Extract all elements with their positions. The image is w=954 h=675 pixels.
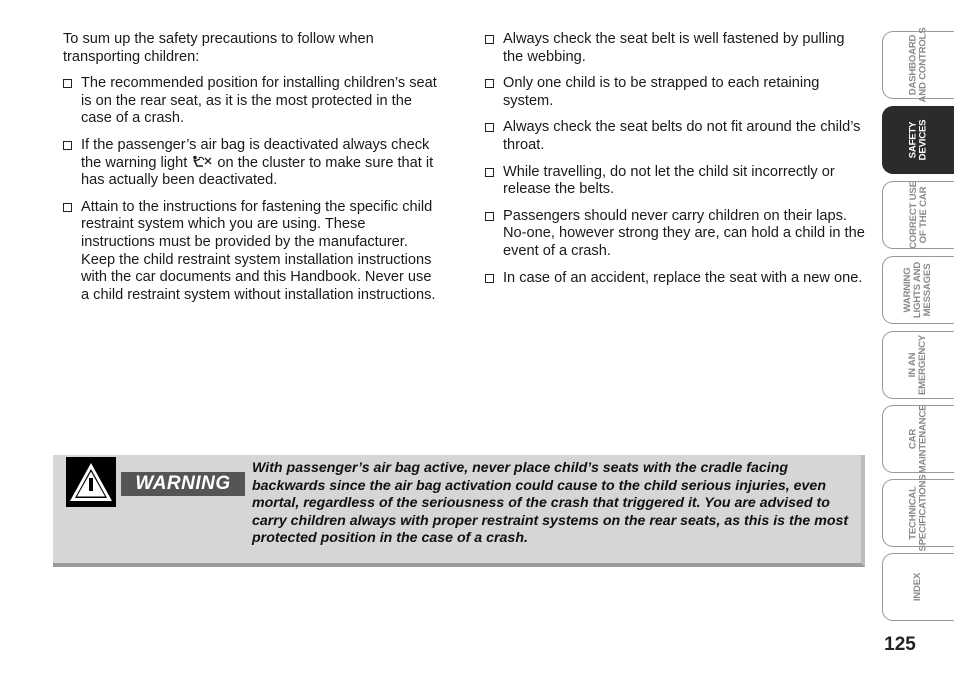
tab-in-an-emergency[interactable] [882,331,954,399]
list-item [485,75,865,110]
list-item [485,31,865,66]
tab-label: IN AN EMERGENCY [907,334,929,396]
list-item [485,208,865,261]
tab-label: INDEX [912,572,924,602]
tab-warning-lights-and-messages[interactable] [882,256,954,324]
tab-technical-specifications[interactable] [882,474,954,552]
bullet-text: If the passenger’s air bag is deactivated always check the warning light [81,136,430,171]
bullet-text: Always check the seat belts do not fit around the child’s throat. [503,119,861,153]
tab-label: TECHNICAL SPECIFICATIONS [907,474,929,552]
checkbox-bullet-icon [485,168,494,177]
checkbox-bullet-icon [485,35,494,44]
tab-correct-use-of-the-car[interactable] [882,181,954,249]
tab-car-maintenance[interactable] [882,405,954,473]
tab-dashboard-and-controls[interactable] [882,27,954,103]
checkbox-bullet-icon [63,79,72,88]
page-number: 125 [884,634,916,655]
checkbox-bullet-icon [485,79,494,88]
checkbox-bullet-icon [485,212,494,221]
tab-label: CORRECT USE OF THE CAR [907,181,929,249]
left-column [63,31,441,313]
tab-label: WARNING LIGHTS AND MESSAGES [902,261,934,319]
bullet-text: The recommended position for installing children’s seat is on the rear seat, as it is the most protected in the case of a crash. [81,75,437,127]
warning-triangle-icon [66,457,116,507]
airbag-off-warning-light-icon [191,155,213,169]
intro-text: To sum up the safety precautions to follow when transporting children: [63,31,374,65]
checkbox-bullet-icon [63,203,72,212]
bullet-text: In case of an accident, replace the seat with a new one. [503,269,863,286]
list-item [485,164,865,199]
checkbox-bullet-icon [485,123,494,132]
tab-index[interactable] [882,553,954,621]
list-item [63,137,441,190]
list-item [63,75,441,128]
bullet-text: While travelling, do not let the child sit incorrectly or release the belts. [503,163,835,198]
list-item [485,119,865,154]
tab-label: SAFETY DEVICES [907,119,929,161]
warning-box [53,455,865,567]
bullet-text: Always check the seat belt is well fastened by pulling the webbing. [503,31,845,65]
right-column [485,31,865,296]
list-item [485,270,865,288]
bullet-text: Passengers should never carry children on their laps. No-one, however strong they are, can hold a child in the event of a crash. [503,207,865,259]
tab-label: DASHBOARD AND CONTROLS [907,27,929,103]
list-item [63,199,441,305]
bullet-text: Only one child is to be strapped to each retaining system. [503,75,820,109]
warning-label: WARNING [121,472,245,496]
tab-label: CAR MAINTENANCE [907,404,929,474]
bullet-text: on the cluster to make sure that it has actually been deactivated. [81,154,434,189]
warning-text: With passenger’s air bag active, never place child’s seats with the cradle facing backwards since the air bag activation could cause to the child serious injuries, even mortal, regardless of the seriousness of the crash that triggered it. You are advised to carry children always with proper restraint systems on the rear seats, as this is the most protected position in the case of a crash. [252,460,849,547]
checkbox-bullet-icon [485,274,494,283]
tab-safety-devices[interactable] [882,106,954,174]
bullet-text: Attain to the instructions for fastening the specific child restraint system which you are using. These instructions must be provided by the manufacturer. Keep the child restraint system installation instructions with the car documents and this Handbook. Never use a child restraint system without installation instructions. [81,198,436,303]
checkbox-bullet-icon [63,141,72,150]
